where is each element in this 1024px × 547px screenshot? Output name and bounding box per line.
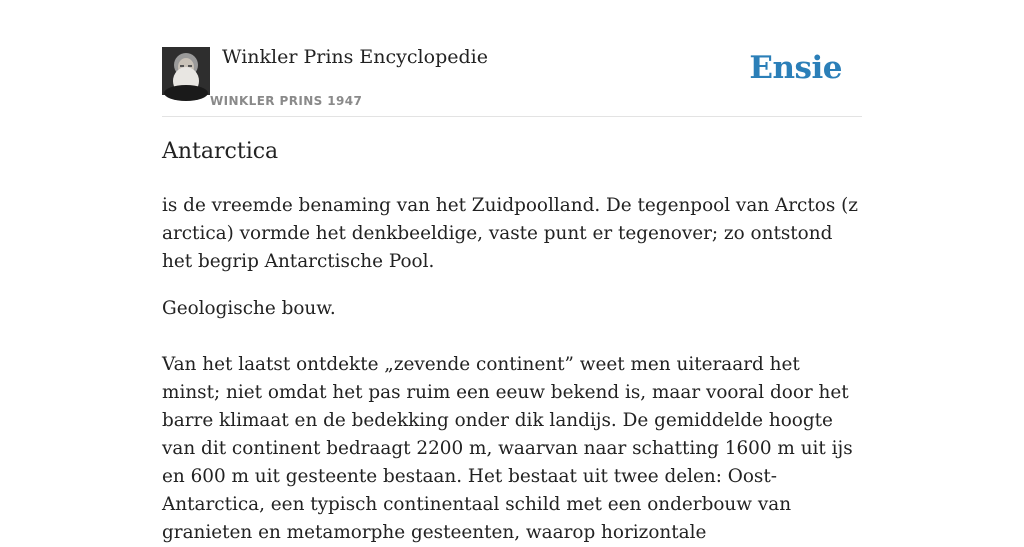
article-paragraph-geology: Van het laatst ontdekte „zevende continent” weet men uiteraard het minst; niet omdat het pas ruim een eeuw bekend is, maar vooral door het barre klimaat en de bedekking onder dik landijs. De gemiddelde hoogte van dit continent bedraagt 2200 m, waarvan naar schatting 1600 m uit ijs en 600 m uit gesteente bestaan. Het bestaat uit twee delen: Oost-Antarctica, een typisch continentaal schild met een onderbouw van granieten en metamorphe gesteenten, waarop horizontale: [162, 354, 853, 543]
article-paragraph-intro: is de vreemde benaming van het Zuidpoolland. De tegenpool van Arctos (z arctica) vormde het denkbeeldige, vaste punt er tegenover; zo ontstond het begrip Antarctische Pool.: [162, 195, 858, 272]
article-title: Antarctica: [162, 139, 279, 164]
page-container: [162, 0, 862, 543]
portrait-avatar-graphic: [162, 47, 210, 95]
brand-logo[interactable]: Ensie: [749, 50, 842, 86]
source-title-link[interactable]: Winkler Prins Encyclopedie: [222, 46, 488, 68]
section-heading-geology: Geologische bouw.: [162, 298, 336, 319]
source-subtitle: WINKLER PRINS 1947: [210, 94, 363, 108]
header: [162, 0, 862, 117]
portrait-avatar-icon[interactable]: [162, 47, 210, 95]
